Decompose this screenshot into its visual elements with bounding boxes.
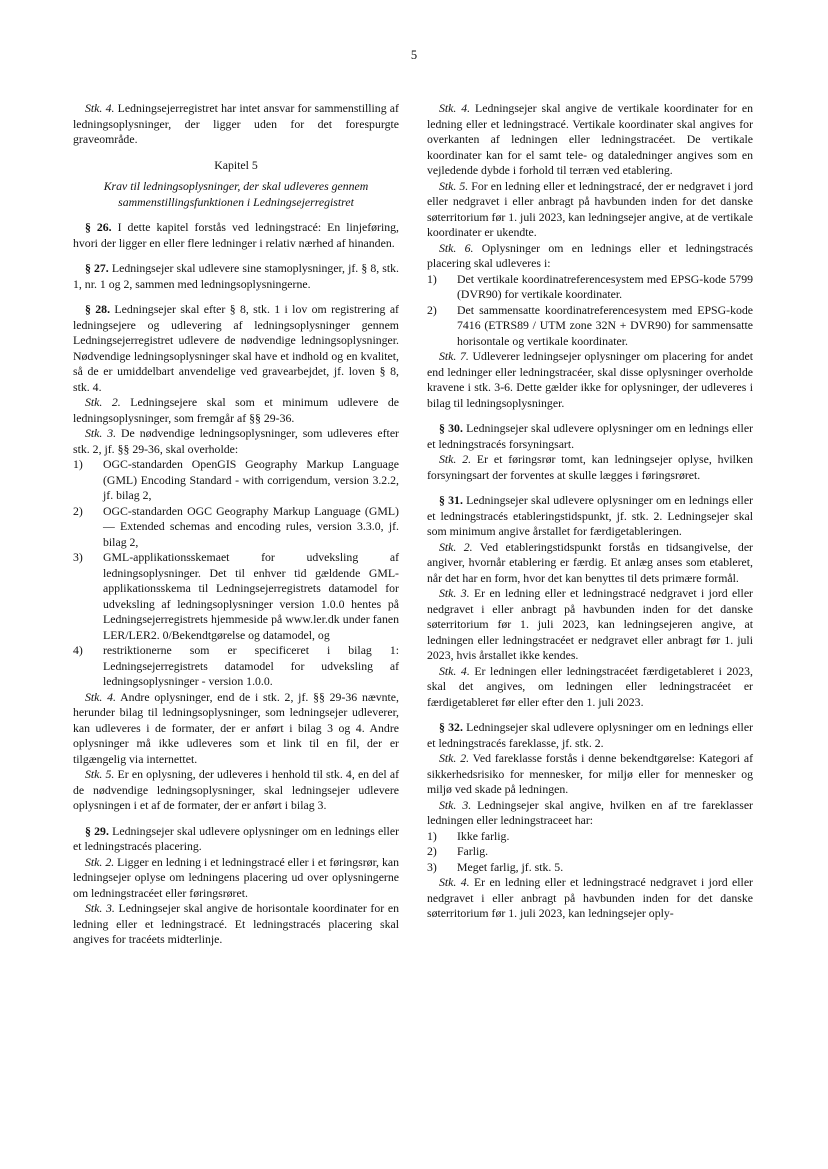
- stk-label: Stk. 2.: [439, 452, 472, 466]
- paragraph-text: Ledningsejer skal efter § 8, stk. 1 i lov om registrering af ledningsejere og udlevering af ledningsoplysninger gennem Ledningsejerregistret udlevere de nødvendige ledningsoplysninger. Nødvendige ledningsoplysninger skal have et indhold og en kvalitet, så de er umiddelbart anvendelige ved gravearbejdet, jf. loven § 8, stk. 4.: [73, 302, 399, 394]
- stk-label: Stk. 2.: [85, 854, 115, 869]
- section-31: [427, 493, 753, 540]
- chapter-title-line: sammenstillingsfunktionen i Ledningsejerregistret: [118, 194, 354, 209]
- section-28: [73, 302, 399, 395]
- list-text: Meget farlig, jf. stk. 5.: [457, 859, 564, 874]
- paragraph: [427, 452, 753, 483]
- section-number: § 29.: [85, 823, 109, 838]
- paragraph: [73, 395, 399, 426]
- paragraph-text: Er et føringsrør tomt, kan ledningsejer oplyse, hvilken forsyningsart der forventes at skulle lægges i føringsrøret.: [427, 452, 753, 482]
- stk-label: Stk. 3.: [439, 586, 470, 600]
- list-number: 1): [427, 828, 437, 843]
- paragraph-text: Er en ledning eller et ledningstracé nedgravet i jord eller nedgravet i eller anbragt på havbunden inden for det danske søterritorium før 1. juli 2023, kan ledningsejer oply-: [427, 875, 753, 920]
- paragraph-text: Er en ledning eller et ledningstracé nedgravet i jord eller nedgravet i eller anbragt på havbunden inden for det danske søterritorium før 1. juli 2023, kan ledningsejeren angive, at ledningen eller ledningstracéet er nedgravet eller anbragt før 1. juli 2023, hvis årstallet ikke kendes.: [427, 586, 753, 662]
- paragraph: [427, 241, 753, 272]
- stk-label: Stk. 3.: [85, 901, 115, 915]
- list-item: [73, 550, 399, 643]
- stk-label: Stk. 4.: [85, 689, 116, 704]
- paragraph: [73, 426, 399, 457]
- chapter-heading: Kapitel 5: [214, 157, 258, 172]
- section-number: § 27.: [85, 261, 109, 275]
- list-item: [427, 829, 753, 845]
- list-item: [73, 504, 399, 551]
- left-column: [73, 101, 399, 948]
- list-text: OGC-standarden OGC Geography Markup Language (GML) — Extended schemas and encoding rules, version 3.3.0, jf. bilag 2,: [103, 503, 399, 549]
- stk-label: Stk. 3.: [85, 426, 117, 440]
- list-text: restriktionerne som er specificeret i bilag 1: Ledningsejerregistrets datamodel for udveksling af ledningsoplysninger - version 1.0.0.: [103, 643, 399, 688]
- list-text: GML-applikationsskemaet for udveksling af ledningsoplysninger. Det til enhver tid gældende GML-applikationsskema til Ledningsejerregistrets datamodel for udveksling af ledningsoplysninger version 1.0.0 hentes på Ledningsejerregistrets hjemmeside på www.ler.dk under fanen LER/LER2. 0/Bekendtgørelse og datamodel, og: [103, 550, 399, 642]
- page-number: 5: [410, 48, 418, 62]
- list-item: [427, 860, 753, 876]
- stk-label: Stk. 2.: [439, 751, 470, 765]
- stk-label: Stk. 2.: [85, 395, 121, 409]
- section-number: § 32.: [439, 720, 463, 734]
- stk-label: Stk. 7.: [439, 349, 469, 363]
- section-number: § 26.: [85, 220, 112, 234]
- stk-label: Stk. 5.: [85, 767, 115, 781]
- stk-label: Stk. 4.: [85, 101, 115, 115]
- paragraph: [427, 751, 753, 798]
- list-number: 4): [73, 643, 83, 657]
- section-26: [73, 220, 399, 251]
- list-text: Ikke farlig.: [457, 828, 510, 843]
- right-column: [427, 101, 753, 922]
- stk-label: Stk. 3.: [439, 797, 472, 812]
- paragraph-text: I dette kapitel forstås ved ledningstracé: En linjeføring, hvori der ligger en eller flere ledninger i relativ nærhed af hinanden.: [73, 220, 399, 250]
- paragraph: [427, 540, 753, 587]
- list-number: 2): [427, 844, 437, 858]
- stk-label: Stk. 4.: [439, 875, 470, 889]
- section-number: § 28.: [85, 302, 111, 316]
- paragraph-text: Ledningsejer skal udlevere oplysninger om en lednings eller et ledningstracés forsyningsart.: [427, 421, 753, 451]
- paragraph: [73, 767, 399, 814]
- paragraph-text: Ved fareklasse forstås i denne bekendtgørelse: Kategori af sikkerhedsrisiko for mennesker, for miljø eller for mennesker og miljø ved skade på ledningen.: [427, 751, 753, 796]
- paragraph-text: Oplysninger om en lednings eller et ledningstracés placering skal udleveres i:: [427, 240, 753, 270]
- list-item: [73, 643, 399, 690]
- paragraph-text: Ligger en ledning i et ledningstracé eller i et føringsrør, kan ledningsejer oplyse om ledningens placering ud over oplysningerne om ledningstracéet eller føringsrøret.: [73, 854, 399, 900]
- list-text: Det vertikale koordinatreferencesystem med EPSG-kode 5799 (DVR90) for vertikale koordinater.: [457, 271, 753, 301]
- list-number: 2): [73, 503, 83, 518]
- paragraph-text: Er en oplysning, der udleveres i henhold til stk. 4, en del af de nødvendige ledningsoplysninger, skal ledningsejer udlevere oplysningen i et af de formater, der er anført i bilag 3.: [73, 767, 399, 812]
- paragraph-text: Ledningsejer skal angive de vertikale koordinater for en ledning eller et ledningstracé. Vertikale koordinater skal angives for overkanten af ledningen eller ledningstracéet. De vertikale koordinater kan for el samt tele- og dataledninger angives som en vejledende dybde i forhold til terræn ved etablering.: [427, 101, 753, 177]
- stk-label: Stk. 4.: [439, 663, 470, 678]
- section-29: [73, 824, 399, 855]
- chapter-title: [73, 179, 399, 210]
- list-number: 3): [73, 550, 83, 564]
- paragraph-text: Ledningsejer skal angive, hvilken en af tre fareklasser ledningen eller ledningstraceet har:: [427, 797, 753, 827]
- paragraph: [427, 798, 753, 829]
- paragraph-text: Ledningsejer skal udlevere sine stamoplysninger, jf. § 8, stk. 1, nr. 1 og 2, sammen med ledningsoplysningerne.: [73, 261, 400, 291]
- paragraph: [73, 855, 399, 902]
- paragraph: [427, 664, 753, 711]
- paragraph: [73, 901, 399, 948]
- list-number: 1): [73, 457, 83, 471]
- section-27: [73, 261, 399, 292]
- list-item: [427, 303, 753, 350]
- paragraph: [427, 349, 753, 411]
- paragraph-text: Ved etableringstidspunkt forstås en tidsangivelse, der angiver, hvornår etablering er færdig. Et anlæg anses som etableret, når det har en form, hvor det kan benyttes til dets primære formål.: [427, 539, 753, 585]
- paragraph-text: Ledningsejer skal udlevere oplysninger om en lednings eller et ledningstracés fareklasse, jf. stk. 2.: [427, 720, 753, 750]
- paragraph-text: De nødvendige ledningsoplysninger, som udleveres efter stk. 2, jf. §§ 29-36, skal overholde:: [73, 426, 399, 456]
- list-number: 1): [427, 271, 437, 286]
- paragraph: [427, 875, 753, 922]
- list-text: OGC-standarden OpenGIS Geography Markup Language (GML) Encoding Standard - with corrigendum, version 3.2.2, jf. bilag 2,: [103, 457, 399, 502]
- paragraph-text: Udleverer ledningsejer oplysninger om placering for andet end ledninger eller ledningstracéer, skal disse oplysninger overholde kravene i stk. 3-6. Dette gælder ikke for oplysninger, der udleveres i bilag til ledningsoplysninger.: [427, 349, 753, 410]
- section-number: § 30.: [439, 421, 463, 435]
- paragraph: [427, 179, 753, 241]
- chapter-title-line: Krav til ledningsoplysninger, der skal udleveres gennem: [103, 179, 369, 193]
- paragraph: [427, 586, 753, 664]
- paragraph: [73, 690, 399, 768]
- list-item: [427, 844, 753, 860]
- list-number: 3): [427, 859, 437, 874]
- paragraph-text: Ledningsejerregistret har intet ansvar for sammenstilling af ledningsoplysninger, der ligger uden for det forespurgte graveområde.: [73, 101, 399, 146]
- section-30: [427, 421, 753, 452]
- paragraph-text: Ledningsejer skal angive de horisontale koordinater for en ledning eller et ledningstracé. Et ledningstracés placering skal angives for tracéets midterlinje.: [73, 901, 399, 946]
- stk-label: Stk. 5.: [439, 178, 469, 193]
- list-number: 2): [427, 302, 437, 317]
- list-item: [73, 457, 399, 504]
- paragraph-text: Andre oplysninger, end de i stk. 2, jf. §§ 29-36 nævnte, herunder bilag til ledningsoplysninger, som ledningsejer udleverer, kan udleveres i de formater, der er anført i bilag 3 og 4. Andre oplysninger må ikke udleveres som et link til en fil, der er tilgængelig via internettet.: [73, 689, 399, 766]
- list-text: Det sammensatte koordinatreferencesystem med EPSG-kode 7416 (ETRS89 / UTM zone 32N + DVR90) for sammensatte horisontale og vertikale koordinater.: [457, 302, 753, 348]
- paragraph: [73, 101, 399, 148]
- paragraph-text: Er ledningen eller ledningstracéet færdigetableret i 2023, skal det angives, om ledningen eller ledningstracéet er færdigetableret før eller efter den 1. juli 2023.: [427, 663, 753, 709]
- paragraph-text: Ledningsejer skal udlevere oplysninger om en lednings eller et ledningstracés etableringstidspunkt, jf. stk. 2. Ledningsejer skal som minimum angive årstallet for færdigetableringen.: [427, 493, 753, 538]
- section-32: [427, 720, 753, 751]
- paragraph: [427, 101, 753, 179]
- list-text: Farlig.: [457, 844, 489, 858]
- paragraph-text: For en ledning eller et ledningstracé, der er nedgravet i jord eller nedgravet i eller anbragt på havbunden inden for det danske søterritorium før 1. juli 2023, kan ledningsejer angive, at de vertikale koordinater er ukendte.: [427, 178, 753, 239]
- list-item: [427, 272, 753, 303]
- paragraph-text: Ledningsejer skal udlevere oplysninger om en lednings eller et ledningstracés placering.: [73, 823, 399, 853]
- stk-label: Stk. 4.: [439, 101, 471, 115]
- section-number: § 31.: [439, 493, 463, 507]
- stk-label: Stk. 6.: [439, 240, 474, 255]
- paragraph-text: Ledningsejere skal som et minimum udlevere de ledningsoplysninger, som fremgår af §§ 29-36.: [73, 395, 399, 425]
- stk-label: Stk. 2.: [439, 539, 473, 554]
